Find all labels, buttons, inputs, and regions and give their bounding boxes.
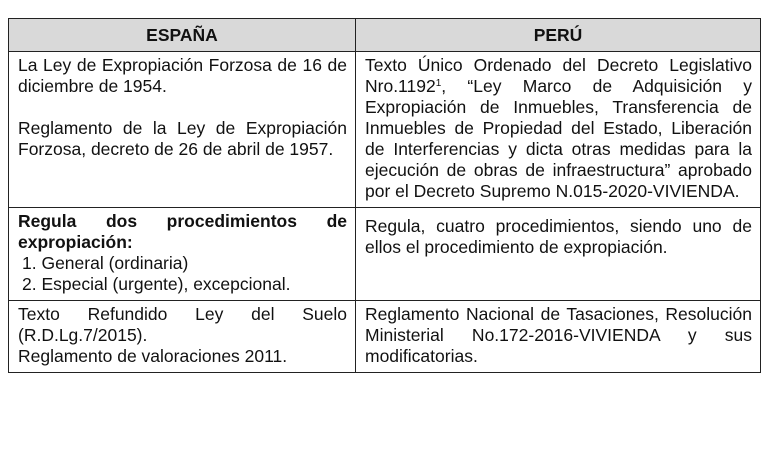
peru-law-description: , “Ley Marco de Adquisición y Expropiación de Inmuebles, Transferencia de Inmuebles de Propiedad del Estado, Liberación de Interferencias y dicta otras medidas para la ejecución de obras de infraestructura” aprobado por el Decreto Supremo N.015-2020-VIVIENDA. [365, 76, 752, 201]
spain-law-text: La Ley de Expropiación Forzosa de 16 de diciembre de 1954. [18, 55, 347, 96]
peru-procedures-cell [356, 208, 761, 301]
list-item: 1. General (ordinaria) [22, 253, 189, 273]
spain-land-law-text: Texto Refundido Ley del Suelo (R.D.Lg.7/2015). [18, 304, 347, 345]
table-row [9, 208, 761, 301]
peru-valuation-cell [356, 301, 761, 373]
comparison-table [8, 18, 761, 373]
spain-procedures-heading: Regula dos procedimientos de expropiación: [18, 211, 347, 252]
peru-law-title: Texto Único Ordenado del Decreto Legislativo Nro.1192 [365, 55, 752, 96]
footnote-marker: 1 [435, 78, 442, 89]
spain-procedures-cell [9, 208, 356, 301]
header-row [9, 19, 761, 52]
peru-law-text [365, 55, 752, 202]
peru-valuation-text: Reglamento Nacional de Tasaciones, Resolución Ministerial No.172-2016-VIVIENDA y sus modificatorias. [365, 304, 752, 366]
header-spain: ESPAÑA [9, 19, 356, 52]
list-item: 2. Especial (urgente), excepcional. [22, 274, 291, 294]
spain-valuation-cell [9, 301, 356, 373]
header-peru: PERÚ [356, 19, 761, 52]
spain-legislation-cell [9, 52, 356, 208]
table-row [9, 301, 761, 373]
peru-legislation-cell [356, 52, 761, 208]
peru-procedures-text: Regula, cuatro procedimientos, siendo uno de ellos el procedimiento de expropiación. [365, 216, 752, 257]
table-row [9, 52, 761, 208]
spain-valuation-text: Reglamento de valoraciones 2011. [18, 346, 288, 366]
spain-procedures-list [18, 253, 347, 295]
spain-regulation-text: Reglamento de la Ley de Expropiación Forzosa, decreto de 26 de abril de 1957. [18, 118, 347, 159]
